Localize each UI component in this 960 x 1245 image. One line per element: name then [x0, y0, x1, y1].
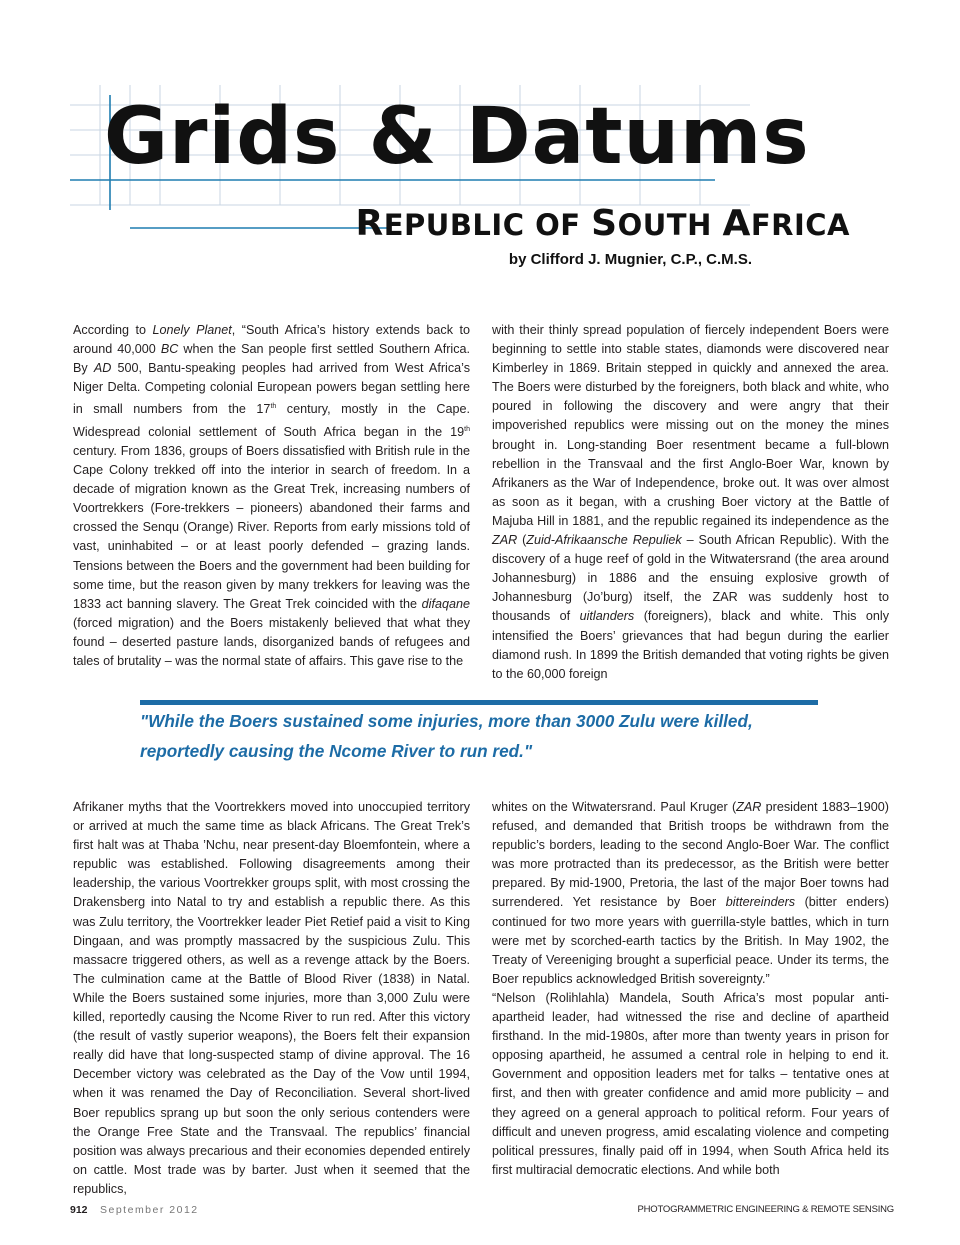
paragraph: with their thinly spread population of fiercely independent Boers were beginning to settle into stable states, diamonds were discovered near Kimberley in 1869. Britain stepped in quickly and annexed the area. The Boers were disturbed by the foreigners, both black and white, who poured in following the discovery and were angry that their impoverished republics were missing out on the money the mines brought in. Long-standing Boer resentment became a full-blown rebellion in the Transvaal and the first Anglo-Boer War, known by Afrikaners as the War of Independence, broke out. It was over almost as soon as it began, with a crushing Boer victory at the Battle of Majuba Hill in 1881, and the republic regained its independence as the ZAR (Zuid-Afrikaansche Repuliek – South African Republic). With the discovery of a huge reef of gold in the Witwatersrand (the area around Johannesburg) in 1886 and the ensuing explosive growth of Johannesburg (Jo’burg) itself, the ZAR was suddenly host to thousands of uitlanders (foreigners), black and white. This only intensified the Boers’ grievances that had begun during the earlier diamond rush. In 1899 the British demanded that voting rights be given to the 60,000 foreign — [492, 323, 890, 681]
pullquote-line: reportedly causing the Ncome River to run red." — [140, 741, 533, 761]
paragraph: “Nelson (Rolihlahla) Mandela, South Africa’s most popular anti-apartheid leader, had witnessed the rise and decline of apartheid firsthand. In the mid-1980s, after more than twenty years in prison for opposing apartheid, he assumed a central role in helping to end it. Government and opposition leaders met for talks – tentative ones at first, and then with greater confidence and amid more publicity – and they agreed on a general approach to political reform. Four years of difficult and uneven progress, amid escalating violence and competing political pressures, finally paid off in 1994, when South Africa held its first multiracial democratic elections. And while both — [492, 990, 889, 1177]
journal-name: PHOTOGRAMMETRIC ENGINEERING & REMOTE SENSING — [637, 1204, 894, 1215]
pullquote-rule — [140, 700, 818, 705]
paragraph: According to Lonely Planet, “South Africa’s history extends back to around 40,000 BC when the San people first settled Southern Africa. By AD 500, Bantu-speaking peoples had arrived from West Africa’s Niger Delta. Competing colonial European powers began settling here in small numbers from the 17th century, mostly in the Cape. Widespread colonial settlement of South Africa began in the 19th century. From 1836, groups of Boers dissatisfied with British rule in the Cape Colony trekked off into the interior in search of freedom. In a decade of migration known as the Great Trek, increasing numbers of Voortrekkers (Fore-trekkers – pioneers) abandoned their farms and crossed the Senqu (Orange) River. Reports from early missions told of vast, uninhabited – or at least poorly defended – grazing lands. Tensions between the Boers and the government had been building for some time, but the reason given by many trekkers for leaving was the 1833 act banning slavery. The Great Trek coincided with the difaqane (forced migration) and the Boers mistakenly believed that what they found – deserted pasture lands, disorganized bands of refugees and tales of brutality – was the normal state of affairs. This gave rise to the — [73, 323, 470, 668]
pullquote — [140, 706, 840, 766]
body-column-top-left — [73, 321, 470, 671]
body-column-top-right — [492, 321, 889, 684]
byline: by Clifford J. Mugnier, C.P., C.M.S. — [508, 251, 752, 268]
issue-date: September 2012 — [100, 1204, 199, 1216]
pullquote-line: "While the Boers sustained some injuries, more than 3000 Zulu were killed, — [140, 711, 753, 731]
paragraph: Afrikaner myths that the Voortrekkers moved into unoccupied territory or arrived at much the same time as black Africans. The Great Trek’s first halt was at Thaba ’Nchu, near present-day Bloemfontein, where a republic was established. Following disagreements among their leadership, the various Voortrekker groups split, with most crossing the Drakensberg into Natal to try and establish a republic there. As this was Zulu territory, the Voortrekker leader Piet Retief paid a visit to King Dingaan, and was promptly massacred by the suspicious Zulu. This massacre triggered others, as well as a revenge attack by the Boers. The culmination came at the Battle of Blood River (1838) in Natal. While the Boers sustained some injuries, more than 3,000 Zulu were killed, reportedly causing the Ncome River to run red. After this victory (the result of vastly superior weapons), the Boers felt their expansion really did have that long-suspected stamp of divine approval. The 16 December victory was celebrated as the Day of the Vow until 1994, when it was renamed the Day of Reconciliation. Several short-lived Boer republics sprang up but soon the only serious contenders were the Orange Free State and the Transvaal. The republics’ financial position was always precarious and their economies depended entirely on cattle. Most trade was by barter. Just when it seemed that the republics, — [73, 800, 470, 1196]
article-header — [0, 0, 960, 300]
body-column-bottom-left — [73, 798, 470, 1199]
page-footer — [70, 1204, 894, 1220]
page-title: Grids & Datums — [104, 92, 810, 182]
article-subtitle: REPUBLIC OF SOUTH AFRICA — [355, 203, 850, 244]
page-number: 912 — [70, 1204, 88, 1216]
paragraph: whites on the Witwatersrand. Paul Kruger (ZAR president 1883–1900) refused, and demanded that British troops be withdrawn from the republic’s borders, leading to the second Anglo-Boer War. The conflict was more protracted than its predecessor, as the British were better prepared. By mid-1900, Pretoria, the last of the major Boer towns had surrendered. Yet resistance by Boer bittereinders (bitter enders) continued for two more years with guerrilla-style battles, which in turn were met by scorched-earth tactics by the British. In May 1902, the Treaty of Vereeniging brought a superficial peace. Under its terms, the Boer republics acknowledged British sovereignty.” — [492, 800, 889, 986]
body-column-bottom-right — [492, 798, 889, 1180]
